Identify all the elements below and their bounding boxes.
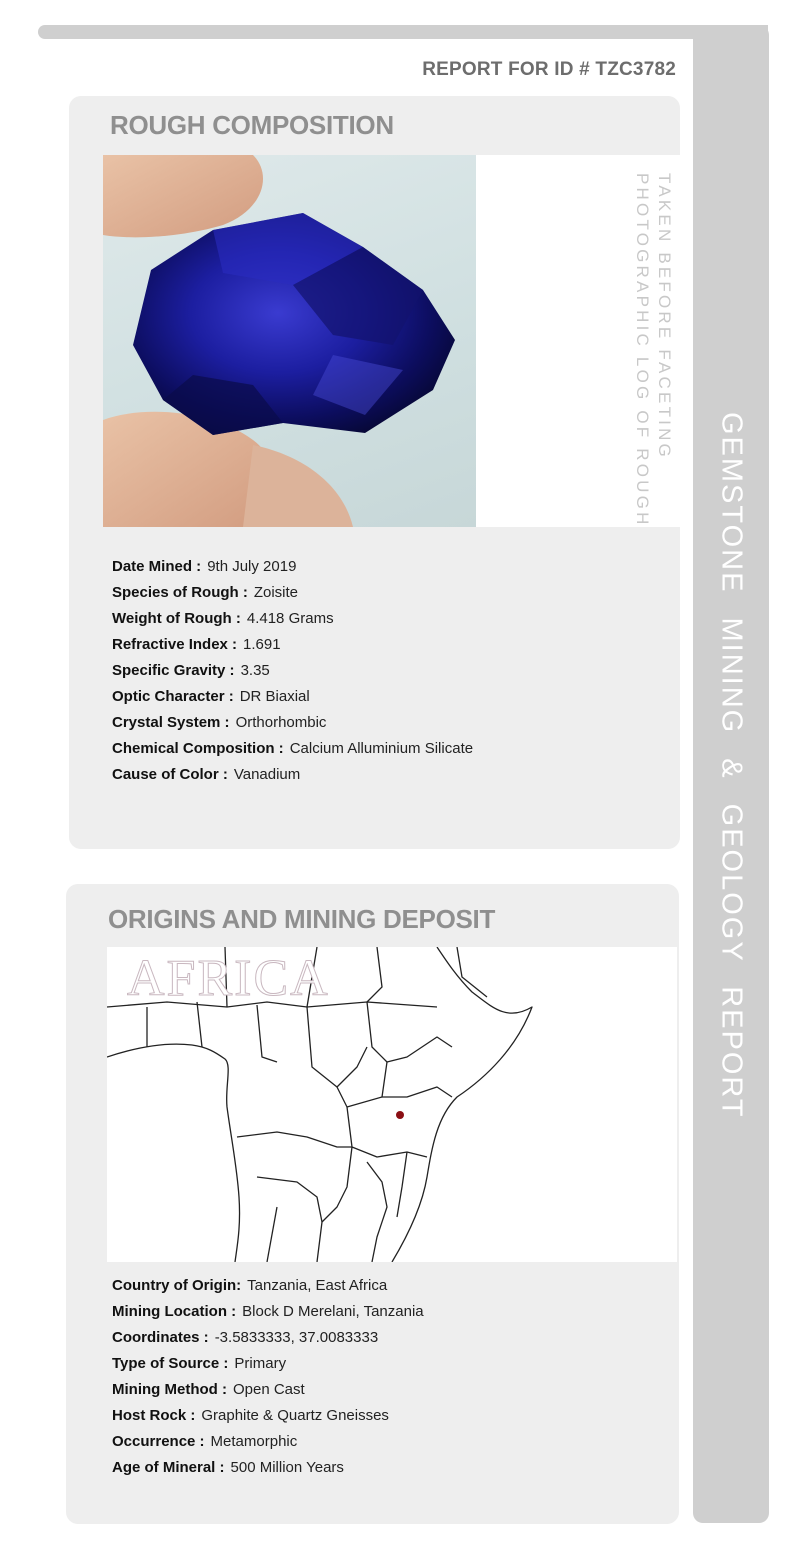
detail-row [112, 1299, 424, 1325]
map-border [457, 947, 487, 997]
origins-title: ORIGINS AND MINING DEPOSIT [108, 904, 496, 934]
detail-value: 1.691 [243, 636, 281, 653]
detail-row [112, 1429, 424, 1455]
detail-value: Tanzania, East Africa [247, 1277, 388, 1294]
origins-panel [66, 884, 679, 1524]
detail-value: Metamorphic [210, 1433, 298, 1450]
detail-row [112, 684, 473, 710]
detail-row [112, 1377, 424, 1403]
detail-value: Open Cast [232, 1381, 305, 1398]
detail-row [112, 1351, 424, 1377]
map-border [367, 1162, 387, 1262]
detail-label: Weight of Rough : [112, 610, 241, 627]
detail-row [112, 606, 473, 632]
map-border [317, 1147, 352, 1262]
map-border [237, 1132, 352, 1147]
detail-value: 3.35 [240, 662, 270, 679]
rough-gem-photo [103, 155, 476, 527]
map-label: AFRICA [127, 950, 330, 1007]
photo-caption [631, 173, 675, 528]
map-border [257, 1005, 277, 1062]
detail-value: Vanadium [233, 766, 301, 783]
map-border [267, 1207, 277, 1262]
map-border [197, 1002, 202, 1047]
detail-label: Specific Gravity : [112, 662, 235, 679]
detail-value: Zoisite [253, 584, 299, 601]
detail-row [112, 710, 473, 736]
thumb [243, 445, 353, 527]
detail-label: Occurrence : [112, 1433, 205, 1450]
deposit-location-marker [396, 1111, 404, 1119]
rough-composition-title: ROUGH COMPOSITION [110, 110, 394, 140]
detail-row [112, 1455, 424, 1481]
photo-area [103, 155, 680, 527]
detail-value: 9th July 2019 [207, 558, 297, 575]
finger-top [103, 155, 263, 237]
detail-label: Type of Source : [112, 1355, 229, 1372]
map-border [367, 1002, 452, 1062]
detail-row [112, 762, 473, 788]
detail-label: Species of Rough : [112, 584, 248, 601]
detail-row [112, 580, 473, 606]
detail-value: -3.5833333, 37.0083333 [214, 1329, 379, 1346]
detail-value: 500 Million Years [230, 1459, 344, 1476]
rough-gem-illustration [103, 155, 476, 527]
detail-row [112, 736, 473, 762]
detail-label: Date Mined : [112, 558, 202, 575]
detail-value: Graphite & Quartz Gneisses [201, 1407, 389, 1424]
map-border [367, 947, 382, 1002]
report-id: REPORT FOR ID # TZC3782 [422, 59, 676, 80]
map-border [397, 1152, 407, 1217]
detail-label: Chemical Composition : [112, 740, 284, 757]
detail-label: Host Rock : [112, 1407, 196, 1424]
detail-label: Mining Method : [112, 1381, 227, 1398]
detail-label: Age of Mineral : [112, 1459, 225, 1476]
map-coastline [107, 1044, 240, 1262]
detail-label: Crystal System : [112, 714, 230, 731]
detail-row [112, 658, 473, 684]
detail-label: Refractive Index : [112, 636, 238, 653]
map-border [382, 1087, 452, 1097]
detail-value: 4.418 Grams [246, 610, 334, 627]
detail-row [112, 1325, 424, 1351]
map-border [257, 1177, 322, 1222]
map-border [337, 1062, 387, 1107]
top-bar [38, 25, 768, 39]
detail-value: Calcium Alluminium Silicate [289, 740, 474, 757]
photo-caption-line1: PHOTOGRAPHIC LOG OF ROUGH [633, 173, 652, 528]
detail-row [112, 632, 473, 658]
detail-label: Mining Location : [112, 1303, 237, 1320]
side-title [693, 412, 769, 1119]
detail-row [112, 554, 473, 580]
map-border [347, 1107, 427, 1157]
detail-value: Block D Merelani, Tanzania [242, 1303, 424, 1320]
detail-row [112, 1273, 424, 1299]
detail-value: DR Biaxial [239, 688, 310, 705]
rough-details-list [112, 554, 473, 788]
map-coastline [392, 947, 532, 1262]
detail-value: Orthorhombic [235, 714, 327, 731]
side-title-text: GEMSTONE MINING & GEOLOGY REPORT [715, 412, 748, 1119]
detail-label: Cause of Color : [112, 766, 228, 783]
origin-details-list [112, 1273, 424, 1481]
detail-value: Primary [234, 1355, 287, 1372]
photo-caption-line2: TAKEN BEFORE FACETING [655, 173, 674, 460]
map-border [307, 1007, 367, 1087]
africa-map [107, 947, 677, 1262]
detail-label: Optic Character : [112, 688, 234, 705]
detail-label: Country of Origin: [112, 1277, 242, 1294]
detail-label: Coordinates : [112, 1329, 209, 1346]
rough-composition-panel [69, 96, 680, 849]
detail-row [112, 1403, 424, 1429]
